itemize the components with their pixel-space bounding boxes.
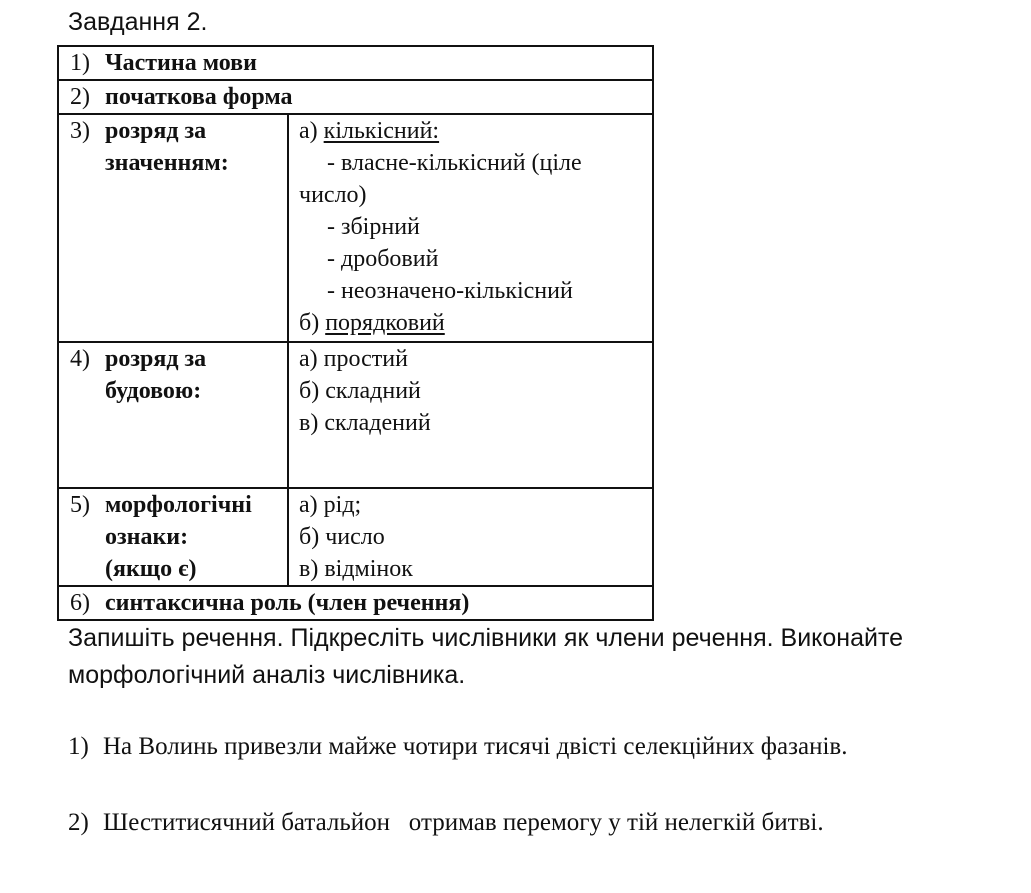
options-list — [289, 115, 652, 339]
options-list — [289, 343, 652, 439]
row-content — [59, 489, 287, 585]
option-line — [299, 307, 652, 339]
option-line: б) число — [299, 524, 385, 550]
table-row-structure-category — [58, 342, 653, 488]
table-row-part-of-speech — [58, 46, 653, 80]
sentence-text: Шеститисячний батальйон отримав перемогу у тій нелегкій битві. — [103, 809, 824, 836]
table-label-cell — [58, 342, 288, 488]
table-label-cell — [58, 488, 288, 586]
option-line — [299, 115, 652, 147]
row-content — [59, 343, 287, 407]
options-list — [289, 489, 652, 585]
row-label: синтаксична роль (член речення) — [105, 590, 470, 616]
label-line: розряд за — [105, 118, 207, 144]
table-cell — [58, 46, 653, 80]
table-cell — [58, 586, 653, 620]
row-number: 5) — [70, 492, 90, 518]
label-line: (якщо є) — [105, 556, 197, 582]
sentence-2 — [68, 808, 824, 838]
table-options-cell — [288, 342, 653, 488]
label-line: значенням: — [105, 150, 229, 176]
row-number: 3) — [70, 118, 90, 144]
table-options-cell — [288, 488, 653, 586]
option-line: - дробовий — [327, 246, 439, 272]
row-content — [59, 81, 652, 113]
option-line: - збірний — [327, 214, 420, 240]
option-cardinal: кількісний: — [323, 118, 440, 144]
table-row-initial-form — [58, 80, 653, 114]
table-cell — [58, 80, 653, 114]
option-prefix: а) — [299, 118, 324, 144]
instruction-text: Запишіть речення. Підкресліть числівники як члени речення. Виконайте морфологічний аналіз числівника. — [68, 624, 904, 689]
row-content — [59, 47, 652, 79]
option-line: а) рід; — [299, 492, 362, 518]
table-label-cell — [58, 114, 288, 342]
option-line: а) простий — [299, 346, 408, 372]
option-line: - власне-кількісний (ціле — [327, 150, 582, 176]
table-options-cell — [288, 114, 653, 342]
row-number: 4) — [70, 346, 90, 372]
label-line: будовою: — [105, 378, 202, 404]
option-line: число) — [299, 182, 367, 208]
row-label: початкова форма — [105, 84, 293, 110]
table-row-syntactic-role — [58, 586, 653, 620]
option-prefix: б) — [299, 310, 326, 336]
option-line: в) складений — [299, 410, 431, 436]
option-line: - неозначено-кількісний — [327, 278, 573, 304]
row-label: Частина мови — [105, 50, 257, 76]
sentence-number: 1) — [68, 733, 89, 760]
label-line: розряд за — [105, 346, 207, 372]
row-label — [105, 115, 229, 179]
morphological-analysis-table — [57, 45, 654, 621]
label-line: морфологічні — [105, 492, 252, 518]
task-title: Завдання 2. — [68, 8, 208, 36]
sentence-number: 2) — [68, 809, 89, 836]
label-line: ознаки: — [105, 524, 189, 550]
row-number: 2) — [70, 84, 90, 110]
sentence-text: На Волинь привезли майже чотири тисячі двісті селекційних фазанів. — [103, 733, 848, 760]
option-line: в) відмінок — [299, 556, 413, 582]
row-number: 6) — [70, 590, 90, 616]
row-content — [59, 115, 287, 179]
table-row-morphological-features — [58, 488, 653, 586]
row-content — [59, 587, 652, 619]
sentence-1 — [68, 732, 847, 762]
option-line: б) складний — [299, 378, 421, 404]
row-number: 1) — [70, 50, 90, 76]
row-label — [105, 489, 252, 585]
row-label — [105, 343, 206, 407]
table-row-meaning-category — [58, 114, 653, 342]
option-ordinal: порядковий — [325, 310, 445, 336]
